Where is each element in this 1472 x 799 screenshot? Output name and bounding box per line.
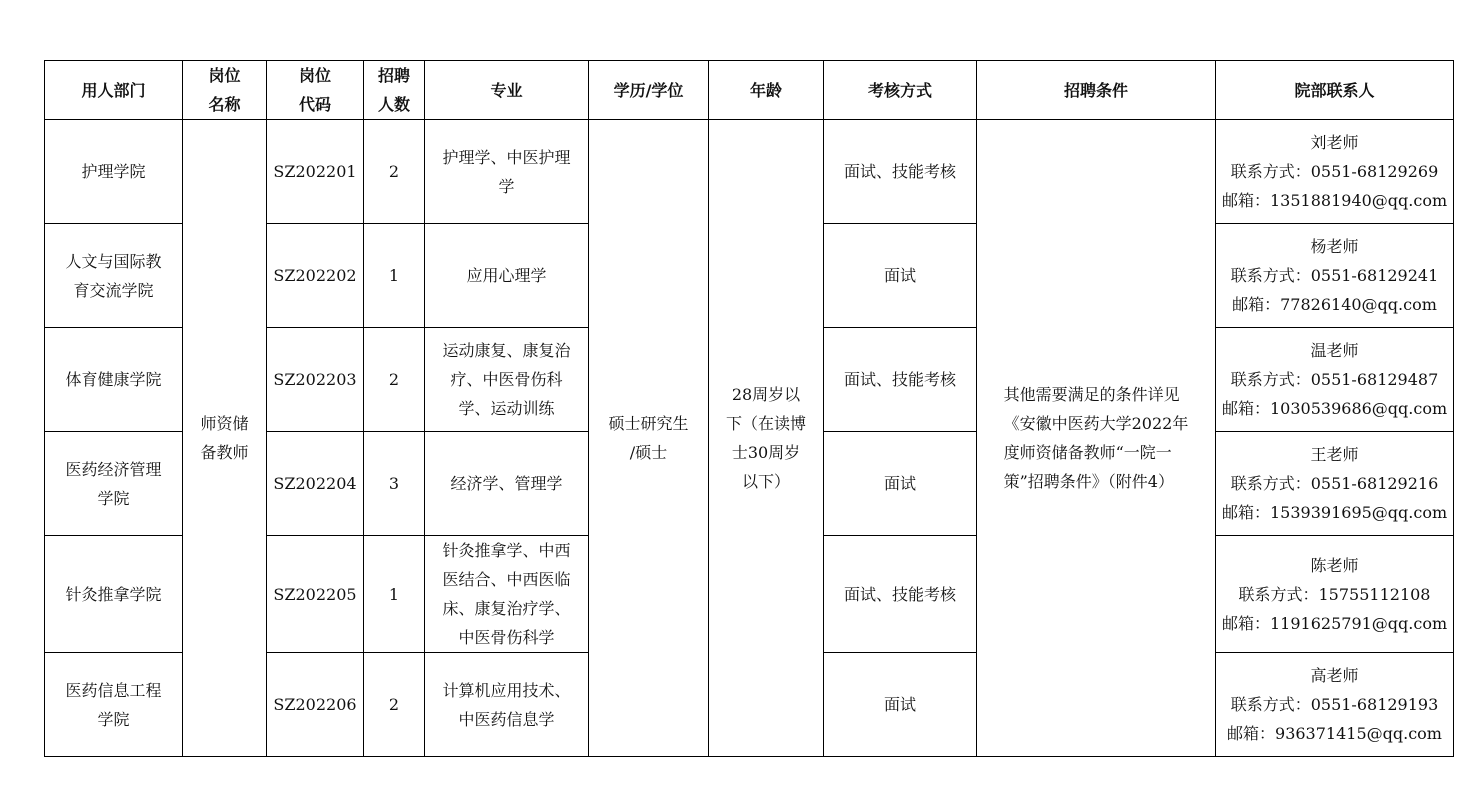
contact-name: 杨老师	[1310, 237, 1359, 256]
contact-phone: 联系方式：0551-68129269	[1230, 162, 1439, 181]
contact-email: 邮箱：1539391695@qq.com	[1222, 503, 1448, 522]
assessment-cell: 面试、技能考核	[824, 328, 977, 432]
age-cell: 28周岁以 下（在读博 士30周岁 以下）	[709, 120, 824, 757]
assessment-cell: 面试	[824, 653, 977, 757]
header-assessment: 考核方式	[824, 61, 977, 120]
contact-name: 陈老师	[1310, 555, 1359, 575]
major-cell: 针灸推拿学、中西 医结合、中西医临 床、康复治疗学、 中医骨伤科学	[425, 536, 589, 653]
contact-phone: 联系方式：15755112108	[1238, 584, 1431, 604]
contact-cell	[1216, 328, 1454, 432]
count-cell: 2	[364, 653, 425, 757]
dept-cell: 医药信息工程 学院	[45, 653, 183, 757]
header-post-code: 岗位 代码	[267, 61, 364, 120]
conditions-cell	[977, 120, 1216, 757]
assessment-cell: 面试、技能考核	[824, 536, 977, 653]
header-conditions: 招聘条件	[977, 61, 1216, 120]
assessment-cell: 面试、技能考核	[824, 120, 977, 224]
count-cell: 1	[364, 224, 425, 328]
contact-phone: 联系方式：0551-68129487	[1230, 370, 1439, 389]
contact-name: 刘老师	[1310, 133, 1359, 152]
header-post-name: 岗位 名称	[183, 61, 267, 120]
dept-cell: 护理学院	[45, 120, 183, 224]
contact-cell	[1216, 224, 1454, 328]
count-cell: 2	[364, 328, 425, 432]
count-cell: 1	[364, 536, 425, 653]
contact-cell	[1216, 120, 1454, 224]
contact-email: 邮箱：1191625791@qq.com	[1222, 613, 1448, 633]
table-row	[45, 120, 1454, 224]
contact-email: 邮箱：77826140@qq.com	[1232, 295, 1437, 314]
contact-cell	[1216, 432, 1454, 536]
dept-cell: 体育健康学院	[45, 328, 183, 432]
contact-email: 邮箱：1030539686@qq.com	[1222, 399, 1448, 418]
contact-phone: 联系方式：0551-68129216	[1230, 474, 1439, 493]
major-cell: 计算机应用技术、 中医药信息学	[425, 653, 589, 757]
header-count: 招聘 人数	[364, 61, 425, 120]
assessment-cell: 面试	[824, 432, 977, 536]
dept-cell: 针灸推拿学院	[45, 536, 183, 653]
assessment-cell: 面试	[824, 224, 977, 328]
header-dept: 用人部门	[45, 61, 183, 120]
major-cell: 护理学、中医护理 学	[425, 120, 589, 224]
header-age: 年龄	[709, 61, 824, 120]
header-degree: 学历/学位	[589, 61, 709, 120]
contact-cell	[1216, 653, 1454, 757]
contact-cell	[1216, 536, 1454, 653]
dept-cell: 人文与国际教 育交流学院	[45, 224, 183, 328]
dept-cell: 医药经济管理 学院	[45, 432, 183, 536]
contact-phone: 联系方式：0551-68129193	[1230, 695, 1439, 714]
code-cell: SZ202205	[267, 536, 364, 653]
header-contact: 院部联系人	[1216, 61, 1454, 120]
contact-name: 温老师	[1310, 341, 1359, 360]
contact-phone: 联系方式：0551-68129241	[1230, 266, 1439, 285]
major-cell: 运动康复、康复治 疗、中医骨伤科 学、运动训练	[425, 328, 589, 432]
count-cell: 3	[364, 432, 425, 536]
major-cell: 应用心理学	[425, 224, 589, 328]
major-cell: 经济学、管理学	[425, 432, 589, 536]
code-cell: SZ202201	[267, 120, 364, 224]
post-name-cell: 师资储 备教师	[183, 120, 267, 757]
code-cell: SZ202204	[267, 432, 364, 536]
code-cell: SZ202203	[267, 328, 364, 432]
count-cell: 2	[364, 120, 425, 224]
degree-cell: 硕士研究生 /硕士	[589, 120, 709, 757]
code-cell: SZ202202	[267, 224, 364, 328]
code-cell: SZ202206	[267, 653, 364, 757]
contact-email: 邮箱：936371415@qq.com	[1227, 724, 1442, 743]
header-row	[45, 61, 1454, 120]
recruitment-table	[44, 60, 1454, 757]
contact-name: 高老师	[1310, 666, 1359, 685]
header-major: 专业	[425, 61, 589, 120]
contact-email: 邮箱：1351881940@qq.com	[1222, 191, 1448, 210]
conditions-text: 其他需要满足的条件详见 《安徽中医药大学2022年 度师资储备教师“一院一 策”招聘条件》（附件4）	[1003, 385, 1189, 491]
contact-name: 王老师	[1310, 445, 1359, 464]
